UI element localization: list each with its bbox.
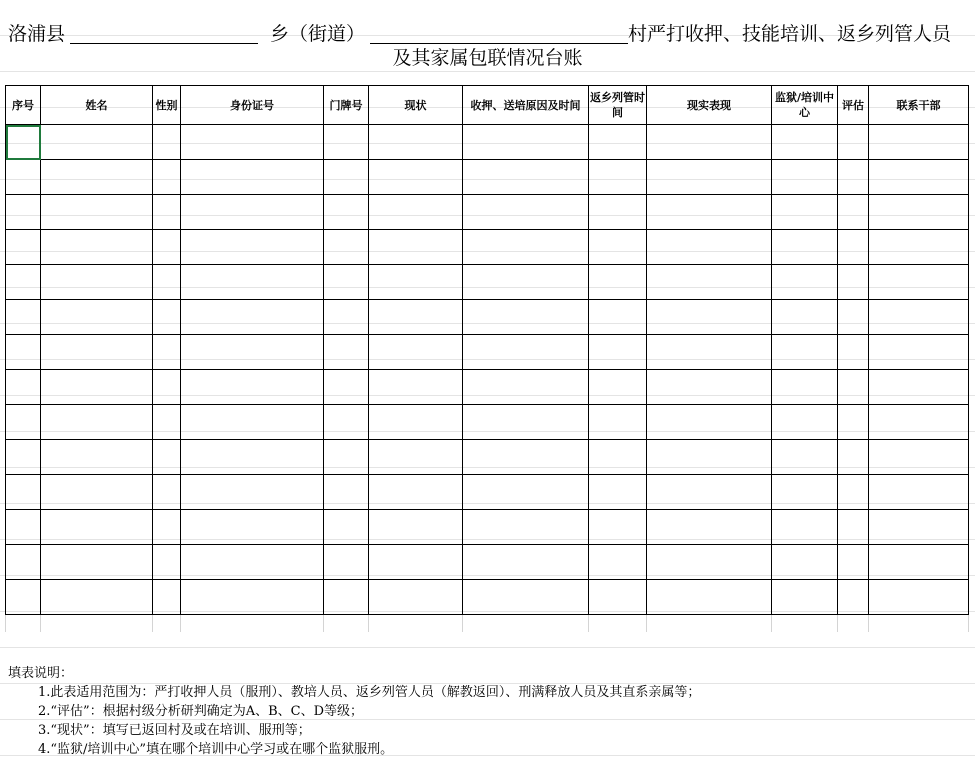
table-cell[interactable] (324, 160, 369, 195)
table-cell[interactable] (6, 475, 41, 510)
table-cell[interactable] (41, 265, 153, 300)
title-line-2: 及其家属包联情况台账 (392, 47, 583, 69)
village-blank-line (370, 43, 628, 44)
table-cell[interactable] (369, 370, 463, 405)
instruction-item-4: 4.“监狱/培训中心”填在哪个培训中心学习或在哪个监狱服刑。 (38, 742, 394, 757)
table-row (6, 125, 969, 160)
table-cell[interactable] (41, 440, 153, 475)
empty-sheet-cell[interactable] (324, 615, 369, 633)
table-cell[interactable] (181, 370, 324, 405)
table-row (6, 370, 969, 405)
table-cell[interactable] (369, 475, 463, 510)
table-cell[interactable] (6, 125, 41, 160)
column-header[interactable]: 返乡列管时间 (589, 86, 647, 125)
table-cell[interactable] (772, 370, 838, 405)
table-cell[interactable] (369, 405, 463, 440)
empty-sheet-cell[interactable] (647, 615, 772, 633)
table-cell[interactable] (6, 440, 41, 475)
table-cell[interactable] (181, 125, 324, 160)
table-cell[interactable] (838, 370, 869, 405)
table-cell[interactable] (181, 195, 324, 230)
county-blank-line (70, 43, 258, 44)
table-cell[interactable] (463, 510, 589, 545)
table-cell[interactable] (324, 475, 369, 510)
table-cell[interactable] (838, 125, 869, 160)
table-cell[interactable] (324, 300, 369, 335)
table-cell[interactable] (181, 475, 324, 510)
table-row (6, 580, 969, 615)
column-header[interactable]: 姓名 (41, 86, 153, 125)
table-cell[interactable] (153, 300, 181, 335)
table-cell[interactable] (838, 475, 869, 510)
table-cell[interactable] (869, 475, 969, 510)
table-cell[interactable] (589, 475, 647, 510)
table-cell[interactable] (463, 125, 589, 160)
header-row (6, 86, 969, 125)
table-cell[interactable] (772, 300, 838, 335)
table-row (6, 510, 969, 545)
table-row (6, 405, 969, 440)
table-cell[interactable] (6, 335, 41, 370)
table-cell[interactable] (6, 195, 41, 230)
table-cell[interactable] (647, 300, 772, 335)
table-cell[interactable] (589, 440, 647, 475)
table-cell[interactable] (153, 510, 181, 545)
table-cell[interactable] (41, 335, 153, 370)
instruction-item-1: 1.此表适用范围为：严打收押人员（服刑）、教培人员、返乡列管人员（解教返回）、刑满释放人员及其直系亲属等； (38, 685, 701, 700)
table-cell[interactable] (41, 160, 153, 195)
table-cell[interactable] (324, 545, 369, 580)
empty-sheet-cell[interactable] (838, 615, 869, 633)
table-row (6, 300, 969, 335)
column-header[interactable]: 序号 (6, 86, 41, 125)
table-cell[interactable] (6, 370, 41, 405)
table-cell[interactable] (589, 405, 647, 440)
table-cell[interactable] (41, 195, 153, 230)
table-cell[interactable] (589, 545, 647, 580)
table-cell[interactable] (6, 265, 41, 300)
table-cell[interactable] (324, 230, 369, 265)
column-header[interactable]: 性别 (153, 86, 181, 125)
table-cell[interactable] (869, 370, 969, 405)
table-cell[interactable] (324, 440, 369, 475)
table-cell[interactable] (463, 475, 589, 510)
table-cell[interactable] (181, 300, 324, 335)
table-cell[interactable] (41, 405, 153, 440)
table-cell[interactable] (647, 545, 772, 580)
table-cell[interactable] (369, 580, 463, 615)
table-cell[interactable] (181, 440, 324, 475)
table-cell[interactable] (772, 230, 838, 265)
instruction-item-2: 2.“评估”：根据村级分析研判确定为A、B、C、D等级； (38, 704, 364, 719)
empty-sheet-cell[interactable] (153, 615, 181, 633)
table-cell[interactable] (369, 265, 463, 300)
table-cell[interactable] (153, 125, 181, 160)
column-header[interactable]: 收押、送培原因及时间 (463, 86, 589, 125)
table-cell[interactable] (181, 335, 324, 370)
table-cell[interactable] (869, 335, 969, 370)
table-cell[interactable] (772, 580, 838, 615)
table-cell[interactable] (153, 440, 181, 475)
table-cell[interactable] (181, 580, 324, 615)
column-header[interactable]: 联系干部 (869, 86, 969, 125)
fill-instructions (8, 664, 968, 759)
table-cell[interactable] (869, 510, 969, 545)
table-cell[interactable] (6, 580, 41, 615)
table-row (6, 475, 969, 510)
table-row (6, 545, 969, 580)
instructions-heading: 填表说明： (8, 666, 74, 681)
table-cell[interactable] (369, 195, 463, 230)
spreadsheet-gridline-row (6, 615, 969, 633)
empty-sheet-cell[interactable] (41, 615, 153, 633)
table-cell[interactable] (869, 230, 969, 265)
table-cell[interactable] (463, 300, 589, 335)
table-cell[interactable] (589, 370, 647, 405)
table-cell[interactable] (589, 580, 647, 615)
table-cell[interactable] (463, 440, 589, 475)
table-cell[interactable] (463, 230, 589, 265)
table-cell[interactable] (181, 265, 324, 300)
county-label: 洛浦县 (8, 23, 66, 45)
table-cell[interactable] (869, 300, 969, 335)
empty-sheet-cell[interactable] (6, 615, 41, 633)
table-cell[interactable] (869, 160, 969, 195)
table-cell[interactable] (41, 370, 153, 405)
table-row (6, 230, 969, 265)
empty-sheet-cell[interactable] (589, 615, 647, 633)
table-cell[interactable] (324, 125, 369, 160)
table-cell[interactable] (647, 160, 772, 195)
table-cell[interactable] (869, 195, 969, 230)
table-cell[interactable] (6, 405, 41, 440)
column-header[interactable]: 门牌号 (324, 86, 369, 125)
table-cell[interactable] (181, 405, 324, 440)
table-cell[interactable] (153, 405, 181, 440)
instruction-item-3: 3.“现状”：填写已返回村及或在培训、服刑等； (38, 723, 311, 738)
table-cell[interactable] (41, 230, 153, 265)
table-cell[interactable] (153, 475, 181, 510)
table-cell[interactable] (181, 160, 324, 195)
table-cell[interactable] (647, 335, 772, 370)
table-cell[interactable] (772, 265, 838, 300)
table-cell[interactable] (41, 510, 153, 545)
table-body (6, 125, 969, 633)
table-cell[interactable] (41, 125, 153, 160)
table-cell[interactable] (324, 405, 369, 440)
table-cell[interactable] (369, 230, 463, 265)
column-header[interactable]: 现实表现 (647, 86, 772, 125)
column-header[interactable]: 监狱/培训中心 (772, 86, 838, 125)
table-cell[interactable] (181, 510, 324, 545)
table-cell[interactable] (772, 335, 838, 370)
table-cell[interactable] (838, 545, 869, 580)
table-cell[interactable] (153, 580, 181, 615)
table-cell[interactable] (647, 510, 772, 545)
table-cell[interactable] (647, 125, 772, 160)
table-cell[interactable] (647, 440, 772, 475)
table-row (6, 160, 969, 195)
table-cell[interactable] (838, 160, 869, 195)
table-cell[interactable] (589, 335, 647, 370)
table-cell[interactable] (463, 405, 589, 440)
table-cell[interactable] (838, 405, 869, 440)
empty-sheet-cell[interactable] (772, 615, 838, 633)
table-cell[interactable] (153, 195, 181, 230)
table-row (6, 265, 969, 300)
table-cell[interactable] (324, 335, 369, 370)
empty-sheet-cell[interactable] (463, 615, 589, 633)
table-cell[interactable] (463, 160, 589, 195)
table-cell[interactable] (589, 510, 647, 545)
table-cell[interactable] (41, 580, 153, 615)
table-cell[interactable] (838, 300, 869, 335)
table-cell[interactable] (369, 440, 463, 475)
table-cell[interactable] (647, 195, 772, 230)
table-cell[interactable] (324, 580, 369, 615)
table-cell[interactable] (869, 580, 969, 615)
table-cell[interactable] (153, 545, 181, 580)
table-cell[interactable] (324, 265, 369, 300)
table-cell[interactable] (463, 195, 589, 230)
table-cell[interactable] (153, 265, 181, 300)
empty-sheet-cell[interactable] (869, 615, 969, 633)
table-cell[interactable] (181, 545, 324, 580)
table-cell[interactable] (6, 545, 41, 580)
table-cell[interactable] (772, 440, 838, 475)
table-cell[interactable] (772, 545, 838, 580)
table-cell[interactable] (589, 265, 647, 300)
table-cell[interactable] (838, 510, 869, 545)
table-cell[interactable] (647, 405, 772, 440)
table-cell[interactable] (153, 230, 181, 265)
table-cell[interactable] (772, 405, 838, 440)
table-cell[interactable] (647, 475, 772, 510)
table-cell[interactable] (869, 265, 969, 300)
table-cell[interactable] (463, 580, 589, 615)
table-cell[interactable] (463, 370, 589, 405)
table-cell[interactable] (772, 160, 838, 195)
table-cell[interactable] (324, 370, 369, 405)
table-cell[interactable] (838, 230, 869, 265)
column-header[interactable]: 现状 (369, 86, 463, 125)
table-cell[interactable] (153, 335, 181, 370)
table-cell[interactable] (647, 580, 772, 615)
table-cell[interactable] (6, 510, 41, 545)
table-cell[interactable] (647, 230, 772, 265)
table-cell[interactable] (324, 195, 369, 230)
table-cell[interactable] (6, 300, 41, 335)
table-cell[interactable] (647, 370, 772, 405)
title-line-1 (8, 20, 968, 48)
table-cell[interactable] (838, 195, 869, 230)
table-cell[interactable] (41, 545, 153, 580)
table-cell[interactable] (869, 440, 969, 475)
table-row (6, 335, 969, 370)
empty-sheet-cell[interactable] (181, 615, 324, 633)
table-cell[interactable] (41, 475, 153, 510)
table-cell[interactable] (324, 510, 369, 545)
table-cell[interactable] (369, 125, 463, 160)
column-header[interactable]: 评估 (838, 86, 869, 125)
table-cell[interactable] (589, 300, 647, 335)
table-cell[interactable] (647, 265, 772, 300)
table-cell[interactable] (369, 545, 463, 580)
table-cell[interactable] (589, 125, 647, 160)
table-cell[interactable] (589, 230, 647, 265)
table-cell[interactable] (869, 405, 969, 440)
table-cell[interactable] (153, 160, 181, 195)
table-cell[interactable] (463, 265, 589, 300)
table-cell[interactable] (772, 475, 838, 510)
table-cell[interactable] (153, 370, 181, 405)
table-cell[interactable] (838, 265, 869, 300)
table-cell[interactable] (369, 160, 463, 195)
table-cell[interactable] (869, 545, 969, 580)
table-cell[interactable] (869, 125, 969, 160)
table-cell[interactable] (369, 510, 463, 545)
table-cell[interactable] (838, 440, 869, 475)
table-cell[interactable] (41, 300, 153, 335)
table-cell[interactable] (463, 335, 589, 370)
table-cell[interactable] (838, 335, 869, 370)
column-header[interactable]: 身份证号 (181, 86, 324, 125)
empty-sheet-cell[interactable] (369, 615, 463, 633)
table-cell[interactable] (772, 195, 838, 230)
table-cell[interactable] (6, 160, 41, 195)
table-cell[interactable] (369, 335, 463, 370)
table-row (6, 440, 969, 475)
table-cell[interactable] (589, 160, 647, 195)
table-cell[interactable] (463, 545, 589, 580)
village-suffix-label: 村严打收押、技能培训、返乡列管人员 (628, 23, 952, 45)
table-cell[interactable] (369, 300, 463, 335)
table-cell[interactable] (772, 510, 838, 545)
table-cell[interactable] (181, 230, 324, 265)
ledger-table (5, 85, 969, 632)
table-cell[interactable] (6, 230, 41, 265)
table-cell[interactable] (589, 195, 647, 230)
township-label: 乡（街道） (270, 23, 366, 45)
table-cell[interactable] (838, 580, 869, 615)
table-row (6, 195, 969, 230)
table-cell[interactable] (772, 125, 838, 160)
